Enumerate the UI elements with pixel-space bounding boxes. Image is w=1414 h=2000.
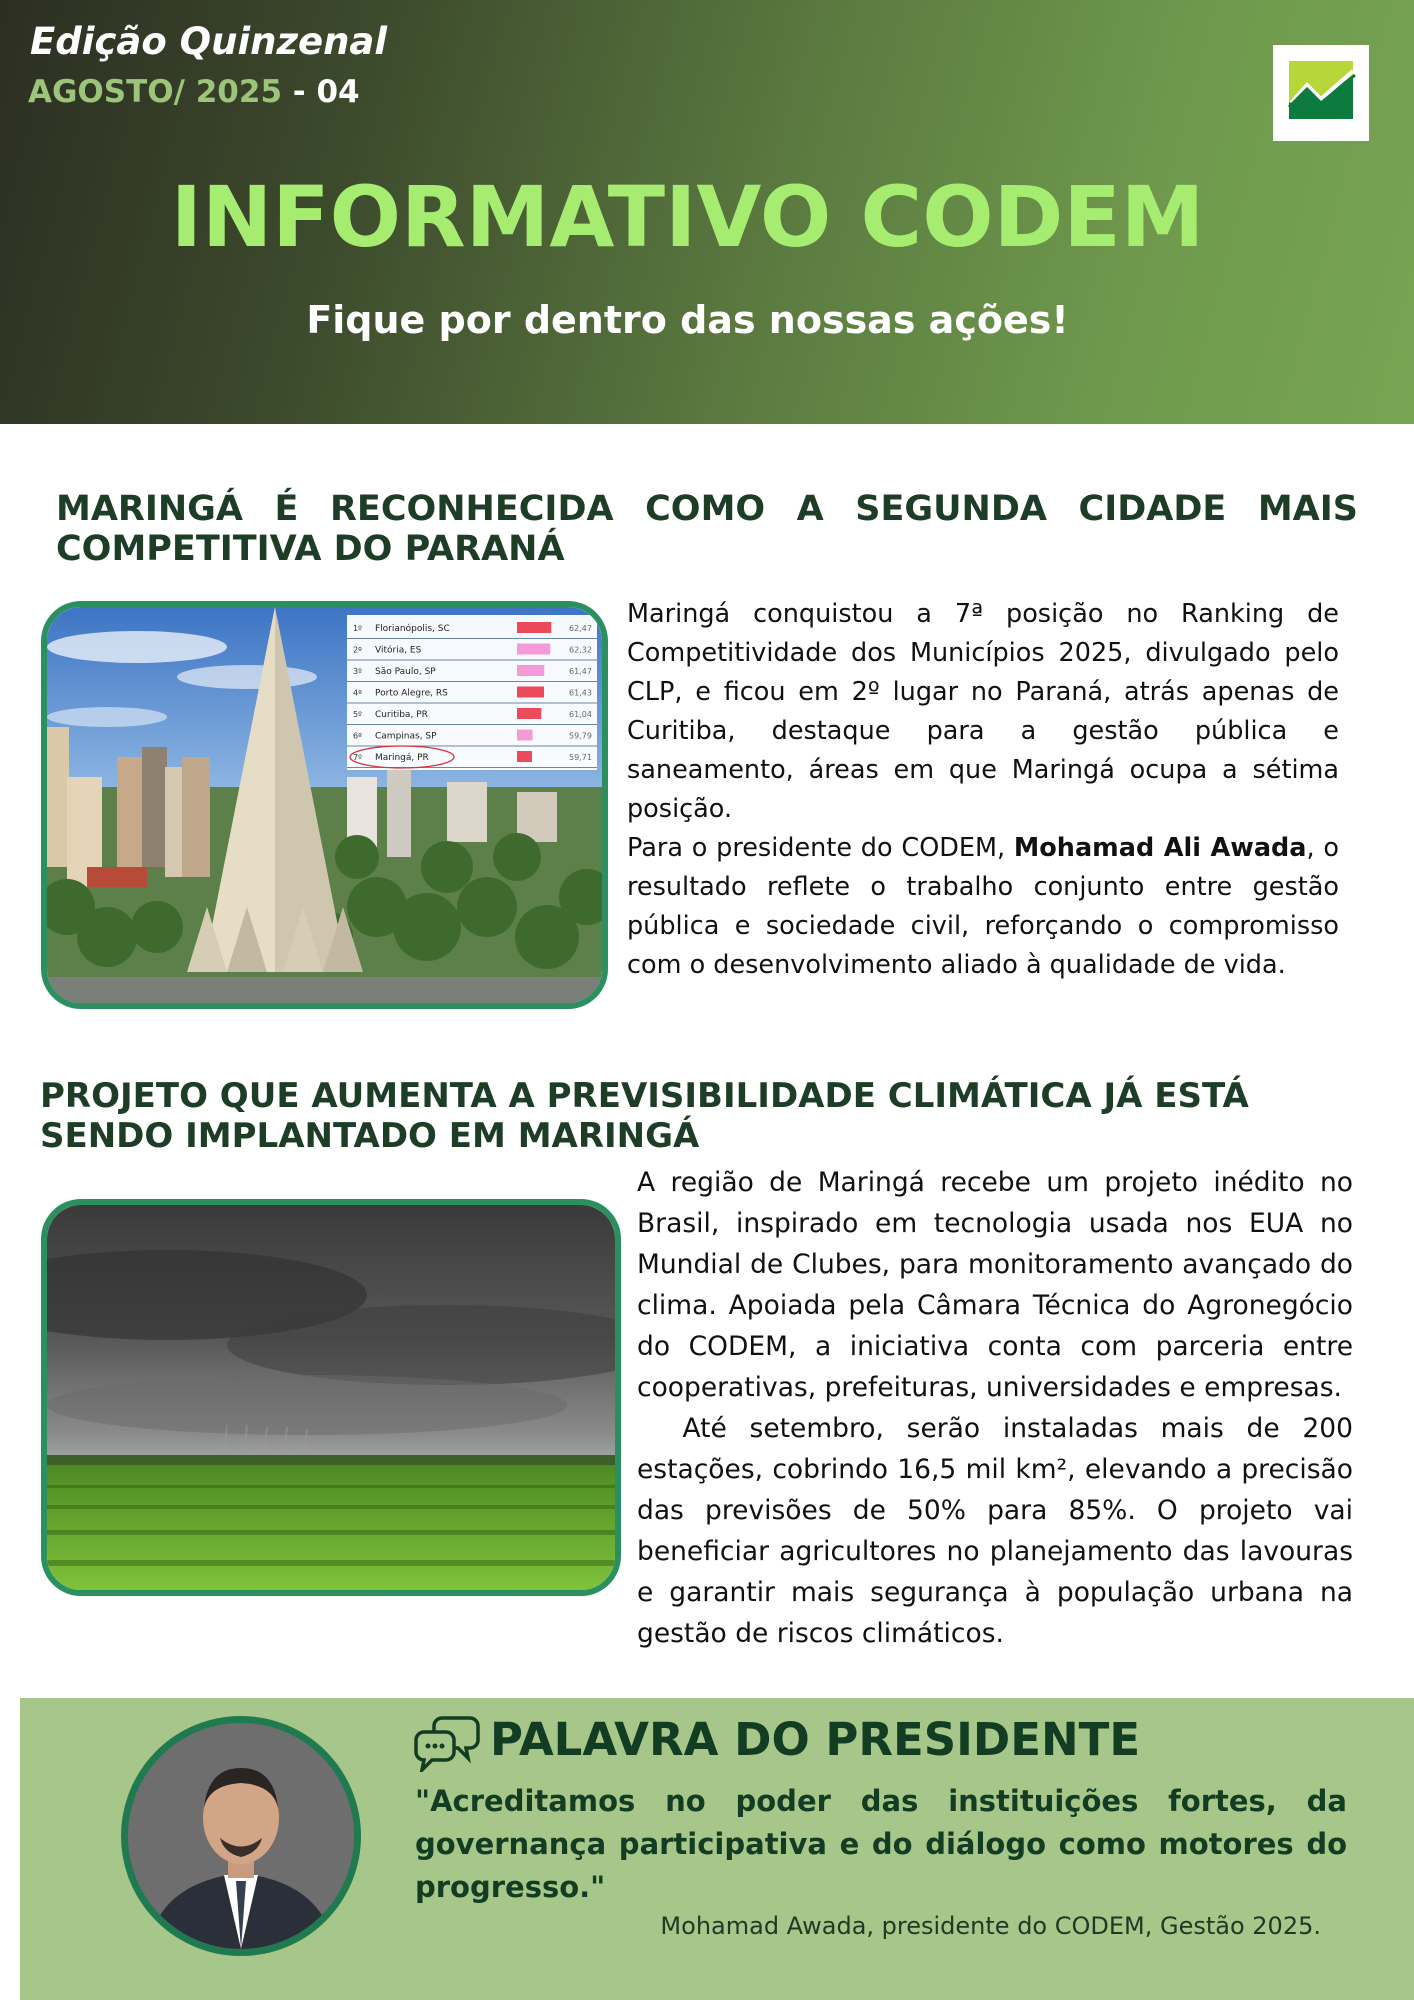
ranking-bar bbox=[517, 622, 551, 633]
ranking-bar bbox=[517, 708, 541, 719]
page-subtitle: Fique por dentro das nossas ações! bbox=[306, 298, 1069, 342]
header-banner bbox=[0, 0, 1414, 424]
ranking-position: 7º bbox=[353, 753, 362, 762]
ranking-city: Curitiba, PR bbox=[375, 710, 428, 720]
storm-field-photo bbox=[41, 1199, 621, 1596]
ranking-position: 6º bbox=[353, 731, 362, 741]
ranking-score: 59,71 bbox=[569, 753, 592, 762]
ranking-city: Campinas, SP bbox=[375, 731, 437, 742]
article2-headline: PROJETO QUE AUMENTA A PREVISIBILIDADE CLIMÁTICA JÁ ESTÁ SENDO IMPLANTADO EM MARINGÁ bbox=[40, 1076, 1249, 1156]
speech-bubbles-icon bbox=[414, 1710, 480, 1772]
ranking-position: 1º bbox=[353, 624, 362, 633]
ranking-bar bbox=[517, 665, 544, 676]
edition-date: AGOSTO/ 2025 bbox=[28, 74, 283, 110]
ranking-position: 5º bbox=[353, 710, 362, 719]
president-name: Mohamad Ali Awada bbox=[1013, 833, 1307, 863]
ranking-score: 59,79 bbox=[569, 731, 592, 741]
ranking-bar bbox=[517, 687, 544, 698]
edition-separator: - bbox=[282, 74, 317, 110]
page-title: INFORMATIVO CODEM bbox=[170, 168, 1205, 266]
president-section-title: PALAVRA DO PRESIDENTE bbox=[490, 1713, 1141, 1766]
ranking-position: 2º bbox=[353, 645, 362, 655]
ranking-score: 61,43 bbox=[569, 688, 592, 698]
article2-paragraph1: A região de Maringá recebe um projeto inédito no Brasil, inspirado em tecnologia usada nos EUA no Mundial de Clubes, para monitoramento avançado do clima. Apoiada pela Câmara Técnica do Agronegócio do CODEM, a iniciativa conta com parceria entre cooperativas, prefeituras, universidades e empresas. bbox=[637, 1167, 1353, 1403]
ranking-city: São Paulo, SP bbox=[375, 667, 436, 677]
ranking-score: 62,32 bbox=[569, 645, 592, 655]
article2-body bbox=[637, 1162, 1362, 1654]
ranking-score: 62,47 bbox=[569, 624, 592, 633]
ranking-city: Porto Alegre, RS bbox=[375, 688, 448, 699]
article1-p2-intro: Para o presidente do CODEM, bbox=[627, 833, 1014, 863]
ranking-city: Vitória, ES bbox=[375, 645, 422, 656]
ranking-bar bbox=[517, 730, 533, 741]
president-quote: "Acreditamos no poder das instituições fortes, da governança participativa e do diálogo como motores do progresso." bbox=[415, 1784, 1347, 1904]
ranking-score: 61,47 bbox=[569, 667, 592, 676]
article2-paragraph2: Até setembro, serão instaladas mais de 200 estações, cobrindo 16,5 mil km², elevando a precisão das previsões de 50% para 85%. O projeto vai beneficiar agricultores no planejamento das lavouras e garantir mais segurança à população urbana na gestão de riscos climáticos. bbox=[637, 1413, 1362, 1649]
article1-paragraph1: Maringá conquistou a 7ª posição no Ranking de Competitividade dos Municípios 2025, divulgado pelo CLP, e ficou em 2º lugar no Paraná, atrás apenas de Curitiba, destaque para a gestão pública e saneamento, áreas em que Maringá ocupa a sétima posição. bbox=[627, 599, 1339, 824]
growth-chart-icon bbox=[1273, 45, 1369, 141]
ranking-position: 3º bbox=[353, 667, 362, 676]
edition-date-line bbox=[28, 74, 360, 110]
ranking-bar bbox=[517, 644, 550, 655]
maringa-cathedral-photo bbox=[41, 601, 608, 1009]
ranking-bar bbox=[517, 751, 532, 762]
ranking-city: Maringá, PR bbox=[375, 753, 429, 763]
edition-number: 04 bbox=[316, 74, 360, 110]
edition-label: Edição Quinzenal bbox=[30, 20, 388, 63]
ranking-score: 61,04 bbox=[569, 710, 592, 719]
president-signature: Mohamad Awada, presidente do CODEM, Gestão 2025. bbox=[660, 1912, 1321, 1940]
article1-p2-rest: , o resultado reflete o trabalho conjunto entre gestão pública e sociedade civil, reforçando o compromisso com o desenvolvimento aliado à qualidade de vida. bbox=[627, 833, 1339, 980]
ranking-position: 4º bbox=[353, 688, 362, 698]
article1-body bbox=[627, 595, 1339, 985]
ranking-city: Florianópolis, SC bbox=[375, 624, 450, 634]
article1-headline: MARINGÁ É RECONHECIDA COMO A SEGUNDA CIDADE MAIS COMPETITIVA DO PARANÁ bbox=[56, 489, 1358, 569]
article1-paragraph2 bbox=[627, 829, 1339, 985]
